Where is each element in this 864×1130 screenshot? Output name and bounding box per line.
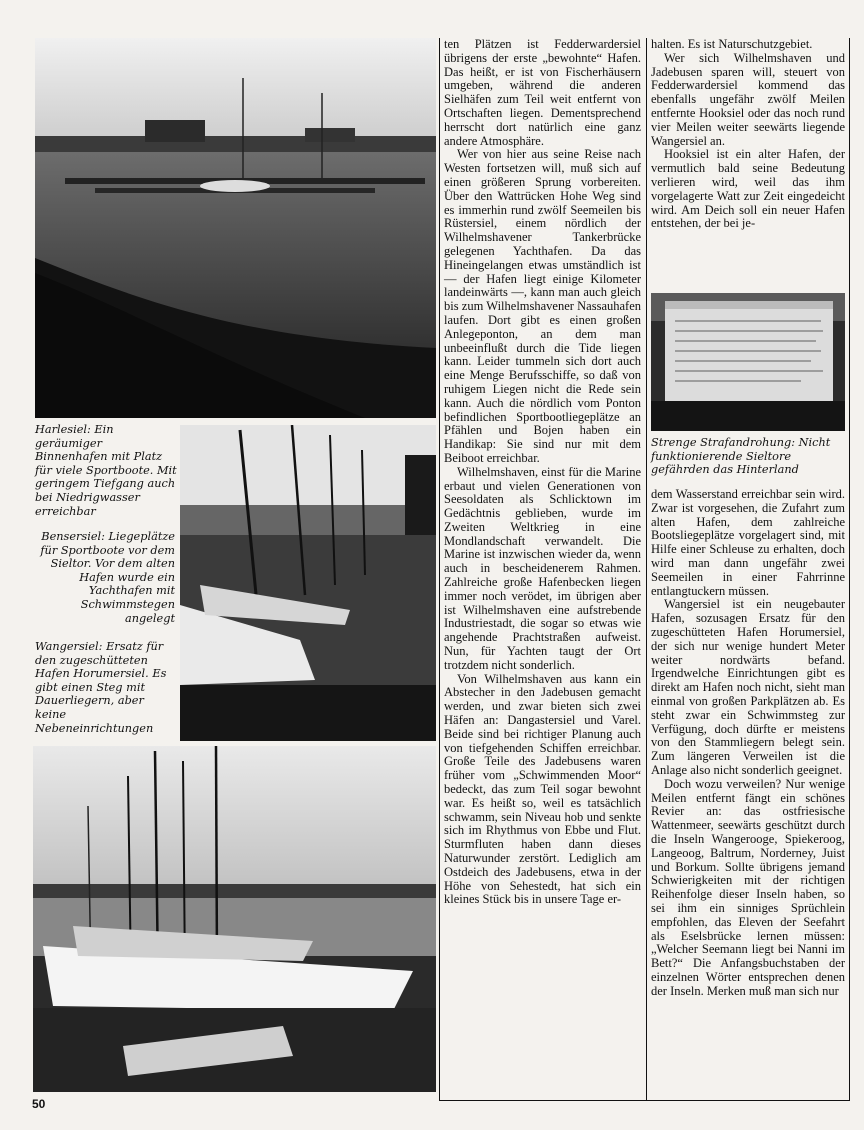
sign-image <box>651 293 845 431</box>
paragraph: halten. Es ist Naturschutzgebiet. <box>651 37 813 51</box>
caption-sieltor: Strenge Strafandrohung: Nicht funktionierende Sieltore gefährden das Hinterland <box>651 436 831 477</box>
bensersiel-image <box>180 425 436 741</box>
paragraph: dem Wasserstand erreichbar sein wird. Zwar ist vorgesehen, die Zufahrt zum alten Hafen, dem zahlreiche Bootsliegeplätze vorgelagert sind, mit Hilfe einer Schleuse zu erhalten, doch wird man dann ungefähr zwei Seemeilen in einer Fahrrinne entlangtuckern müssen. <box>651 487 845 598</box>
caption-bensersiel: Bensersiel: Liegeplätze für Sportboote vor dem Sieltor. Vor dem alten Hafen wurde ein Yachthafen mit Schwimmstegen angelegt <box>40 530 175 625</box>
caption-wangersiel: Wangersiel: Ersatz für den zugeschütteten Hafen Horumersiel. Es gibt einen Steg mit Dauerliegern, aber keine Nebeneinrichtungen <box>35 640 167 735</box>
column-rule-left <box>439 38 440 1100</box>
column-rule-outer <box>849 38 850 1100</box>
article-column-3-top <box>651 38 845 231</box>
article-column-3-bottom <box>651 488 845 998</box>
paragraph: Wer von hier aus seine Reise nach Westen fortsetzen will, muß sich auf einen größeren Sprung vorbereiten. Über den Wattrücken Hohe Weg sind es immerhin rund zwölf Seemeilen bis Rüstersiel, einem nördlich der Wilhelmshavener Tankerbrücke gelegenen Yachthafen. Da das Hineingelangen etwas umständlich ist — der Hafen liegt einige Kilometer landeinwärts —, kann man auch gleich bis zum Wilhelmshavener Nassauhafen laufen. Dort gibt es einen großen Anlegeponton, an dem man unbeeinflußt durch die Tide liegen kann. Leider tummeln sich dort auch eine Menge Berufsschiffe, so daß von ruhigem Liegen nicht die Rede sein kann. Auch die nördlich vom Ponton befindlichen Sportbootliegeplätze an Pfählen und Bojen haben ein Handikap: Sie sind nur mit dem Beiboot erreichbar. <box>444 147 641 465</box>
paragraph: ten Plätzen ist Fedderwardersiel übrigens der erste „bewohnte“ Hafen. Das heißt, er ist von Fischerhäusern umgeben, während die anderen Sielhäfen zum Teil weit entfernt von Ortschaften liegen. Dementsprechend herrscht dort natürlich eine ganz andere Atmosphäre. <box>444 37 641 148</box>
photo-wangersiel <box>33 746 436 1092</box>
harlesiel-image <box>35 38 436 418</box>
paragraph: Von Wilhelmshaven aus kann ein Abstecher in den Jadebusen gemacht werden, und zwar bieten sich zwei Häfen an: Dangastersiel und Varel. Beide sind bei richtiger Planung auch von tiefgehenden Schiffen erreichbar. Große Teile des Jadebusens waren früher vom „Schwimmenden Moor“ bedeckt, das zum Teil sogar bewohnt war. Es heißt so, weil es tatsächlich schwamm, sein Niveau hob und senkte sich im Rhythmus von Ebbe und Flut. Sturmfluten haben dann dieses Naturwunder zerstört. Lediglich am Ostdeich des Jadebusens, etwa in der Höhe von Sehestedt, hat sich ein kleines Stück bis in unsere Tage er- <box>444 671 641 907</box>
paragraph: Wangersiel ist ein neugebauter Hafen, sozusagen Ersatz für den zugeschütteten Hafen Horumersiel, der sich nur wenige hundert Meter weiter nordwärts befand. Irgendwelche Einrichtungen gibt es direkt am Hafen noch nicht, sieht man einmal von großen Parkplätzen ab. Es steht zwar ein Schwimmsteg zur Verfügung, doch dürfte er meistens von den Stammliegern belegt sein. Zum längeren Verweilen ist die Anlage also nicht sonderlich geeignet. <box>651 597 845 777</box>
paragraph: Wer sich Wilhelmshaven und Jadebusen sparen will, steuert von Fedderwardersiel kommend das ebenfalls ungefähr zwölf Meilen entfernte Hooksiel oder das noch rund vier Meilen weiter seewärts liegende Wangersiel an. <box>651 50 845 148</box>
photo-bensersiel <box>180 425 436 741</box>
photo-sieltor-sign <box>651 293 845 431</box>
wangersiel-image <box>33 746 436 1092</box>
column-rule-right <box>646 38 647 1100</box>
caption-harlesiel: Harlesiel: Ein geräumiger Binnenhafen mit Platz für viele Sportboote. Mit geringem Tiefgang auch bei Niedrigwasser erreichbar <box>35 423 177 518</box>
photo-harlesiel <box>35 38 436 418</box>
paragraph: Hooksiel ist ein alter Hafen, der vermutlich bald seine Bedeutung verlieren wird, weil das ihm vorgelagerte Watt zur Zeit eingedeicht wird. Am Deich soll ein neuer Hafen entstehen, der bei je- <box>651 147 845 231</box>
page-number: 50 <box>32 1097 46 1111</box>
paragraph: Wilhelmshaven, einst für die Marine erbaut und vielen Generationen von Seesoldaten als Schlicktown im Gedächtnis geblieben, wurde im Zweiten Weltkrieg in eine Mondlandschaft verwandelt. Die Marine ist inzwischen wieder da, wenn auch in bescheidenerem Rahmen. Zahlreiche große Hafenbecken liegen immer noch verödet, im übrigen aber ist Wilhelmshaven eine aufstrebende Industriestadt, die sogar so etwas wie angehende Prachtstraßen aufweist. Nun, für Yachten taugt der Ort trotzdem nicht sonderlich. <box>444 464 641 672</box>
article-column-2 <box>444 38 641 907</box>
paragraph: Doch wozu verweilen? Nur wenige Meilen entfernt fängt ein schönes Revier an: das ostfriesische Wattenmeer, seewärts geschützt durch die Inseln Wangerooge, Spiekeroog, Langeoog, Baltrum, Norderney, Juist und Borkum. Sollte übrigens jemand Schwierigkeiten mit der richtigen Reihenfolge dieser Inseln haben, so sei ihm ein sinniges Sprüchlein empfohlen, das Eleven der Seefahrt als Eselsbrücke lernen müssen: „Welcher Seemann liegt bei Nanni im Bett?“ Die Anfangsbuchstaben der einzelnen Wörter entsprechen denen der Inseln. Merken muß man sich nur <box>651 776 845 998</box>
bottom-rule <box>439 1100 850 1101</box>
